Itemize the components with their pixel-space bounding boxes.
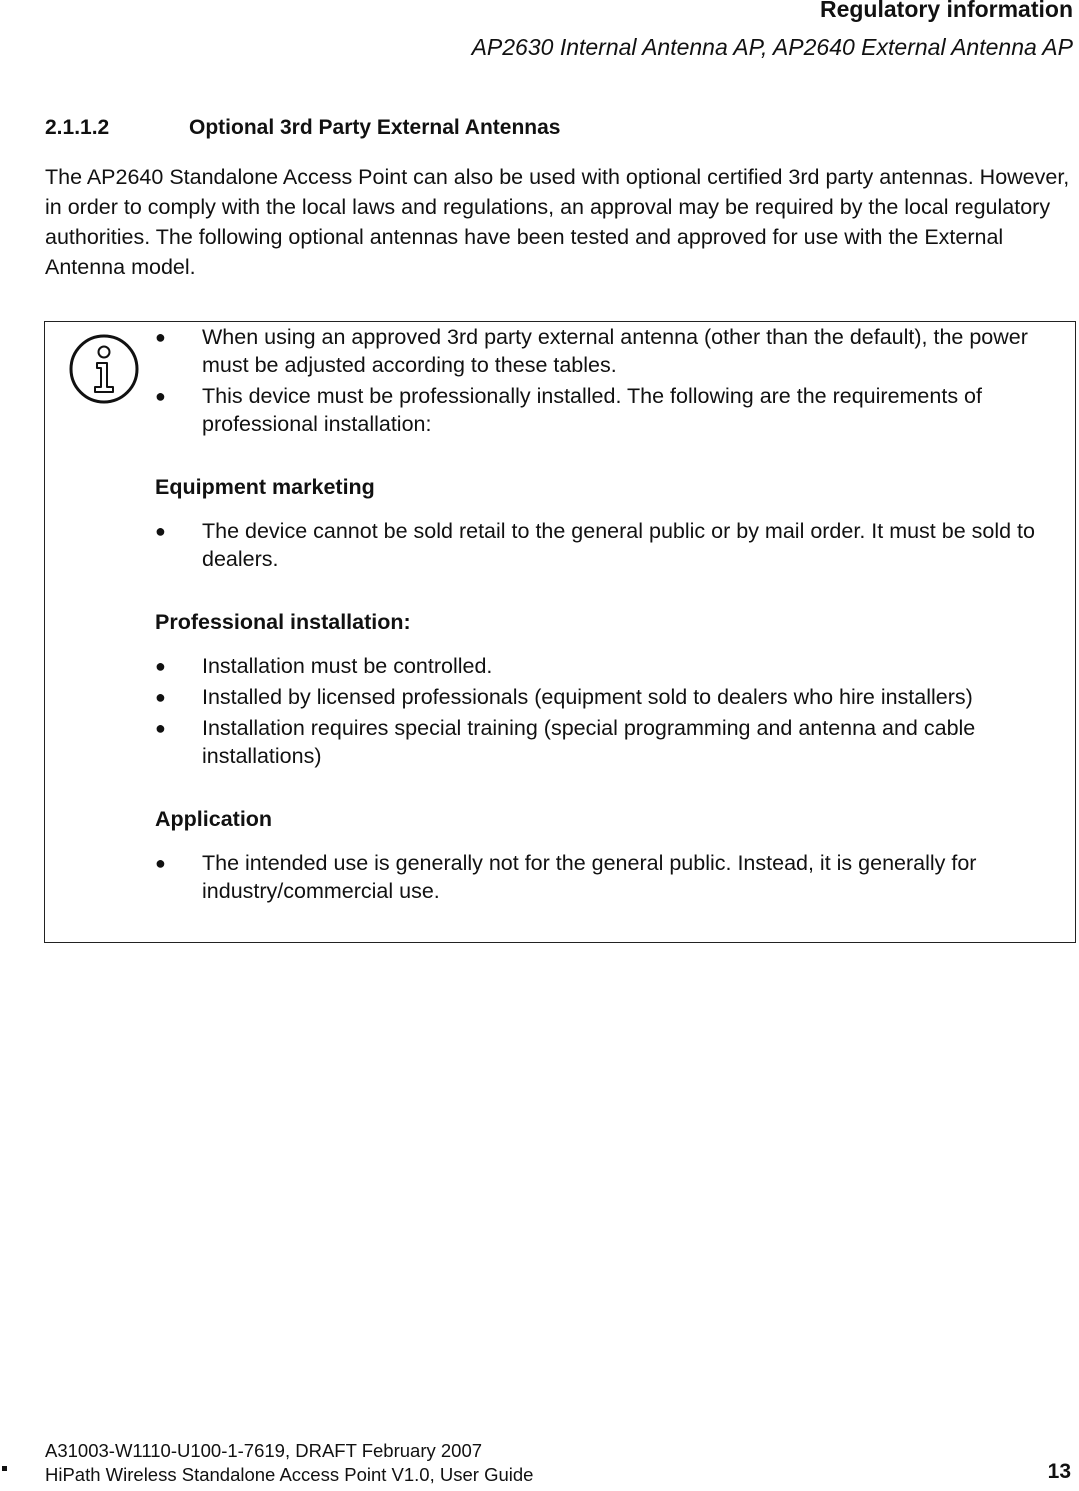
bullet-icon: ● <box>155 386 166 406</box>
footer-doc-id: A31003-W1110-U100-1-7619, DRAFT February 2007 <box>45 1440 483 1461</box>
professional-list <box>155 652 1070 770</box>
list-item <box>155 323 1070 379</box>
list-item-text: Installed by licensed professionals (equipment sold to dealers who hire installers) <box>202 685 973 709</box>
list-item-text: The device cannot be sold retail to the general public or by mail order. It must be sold to dealers. <box>202 519 1035 571</box>
list-item-text: Installation must be controlled. <box>202 654 493 678</box>
list-item <box>155 382 1070 438</box>
note-box <box>44 321 1076 943</box>
list-item <box>155 849 1070 905</box>
list-item-text: This device must be professionally installed. The following are the requirements of professional installation: <box>202 384 982 436</box>
footer-doc-title: HiPath Wireless Standalone Access Point V1.0, User Guide <box>45 1464 534 1485</box>
list-item <box>155 714 1070 770</box>
list-item <box>155 652 1070 680</box>
section-title: Optional 3rd Party External Antennas <box>189 116 561 139</box>
equipment-heading: Equipment marketing <box>155 475 375 499</box>
list-item-text: Installation requires special training (special programming and antenna and cable installations) <box>202 716 976 768</box>
list-item <box>155 683 1070 711</box>
footer-margin-mark <box>2 1466 7 1471</box>
note-content <box>155 322 1070 905</box>
section-number: 2.1.1.2 <box>45 116 110 139</box>
professional-heading: Professional installation: <box>155 610 411 634</box>
list-item-text: When using an approved 3rd party external antenna (other than the default), the power must be adjusted according to these tables. <box>202 325 1028 377</box>
header-title: Regulatory information <box>819 0 1073 22</box>
note-intro-list <box>155 323 1070 438</box>
list-item <box>155 517 1070 573</box>
bullet-icon: ● <box>155 656 166 676</box>
bullet-icon: ● <box>155 687 166 707</box>
page-number: 13 <box>1047 1460 1071 1483</box>
section-intro: The AP2640 Standalone Access Point can also be used with optional certified 3rd party antennas. However, in order to comply with the local laws and regulations, an approval may be required by the local regulatory authorities. The following optional antennas have been tested and approved for use with the External Antenna model. <box>45 165 1070 279</box>
bullet-icon: ● <box>155 718 166 738</box>
bullet-icon: ● <box>155 521 166 541</box>
info-icon <box>67 332 141 406</box>
header-subtitle: AP2630 Internal Antenna AP, AP2640 External Antenna AP <box>471 34 1073 60</box>
application-list <box>155 849 1070 905</box>
equipment-list <box>155 517 1070 573</box>
bullet-icon: ● <box>155 327 166 347</box>
application-heading: Application <box>155 807 273 831</box>
list-item-text: The intended use is generally not for the general public. Instead, it is generally for industry/commercial use. <box>202 851 977 903</box>
bullet-icon: ● <box>155 853 166 873</box>
